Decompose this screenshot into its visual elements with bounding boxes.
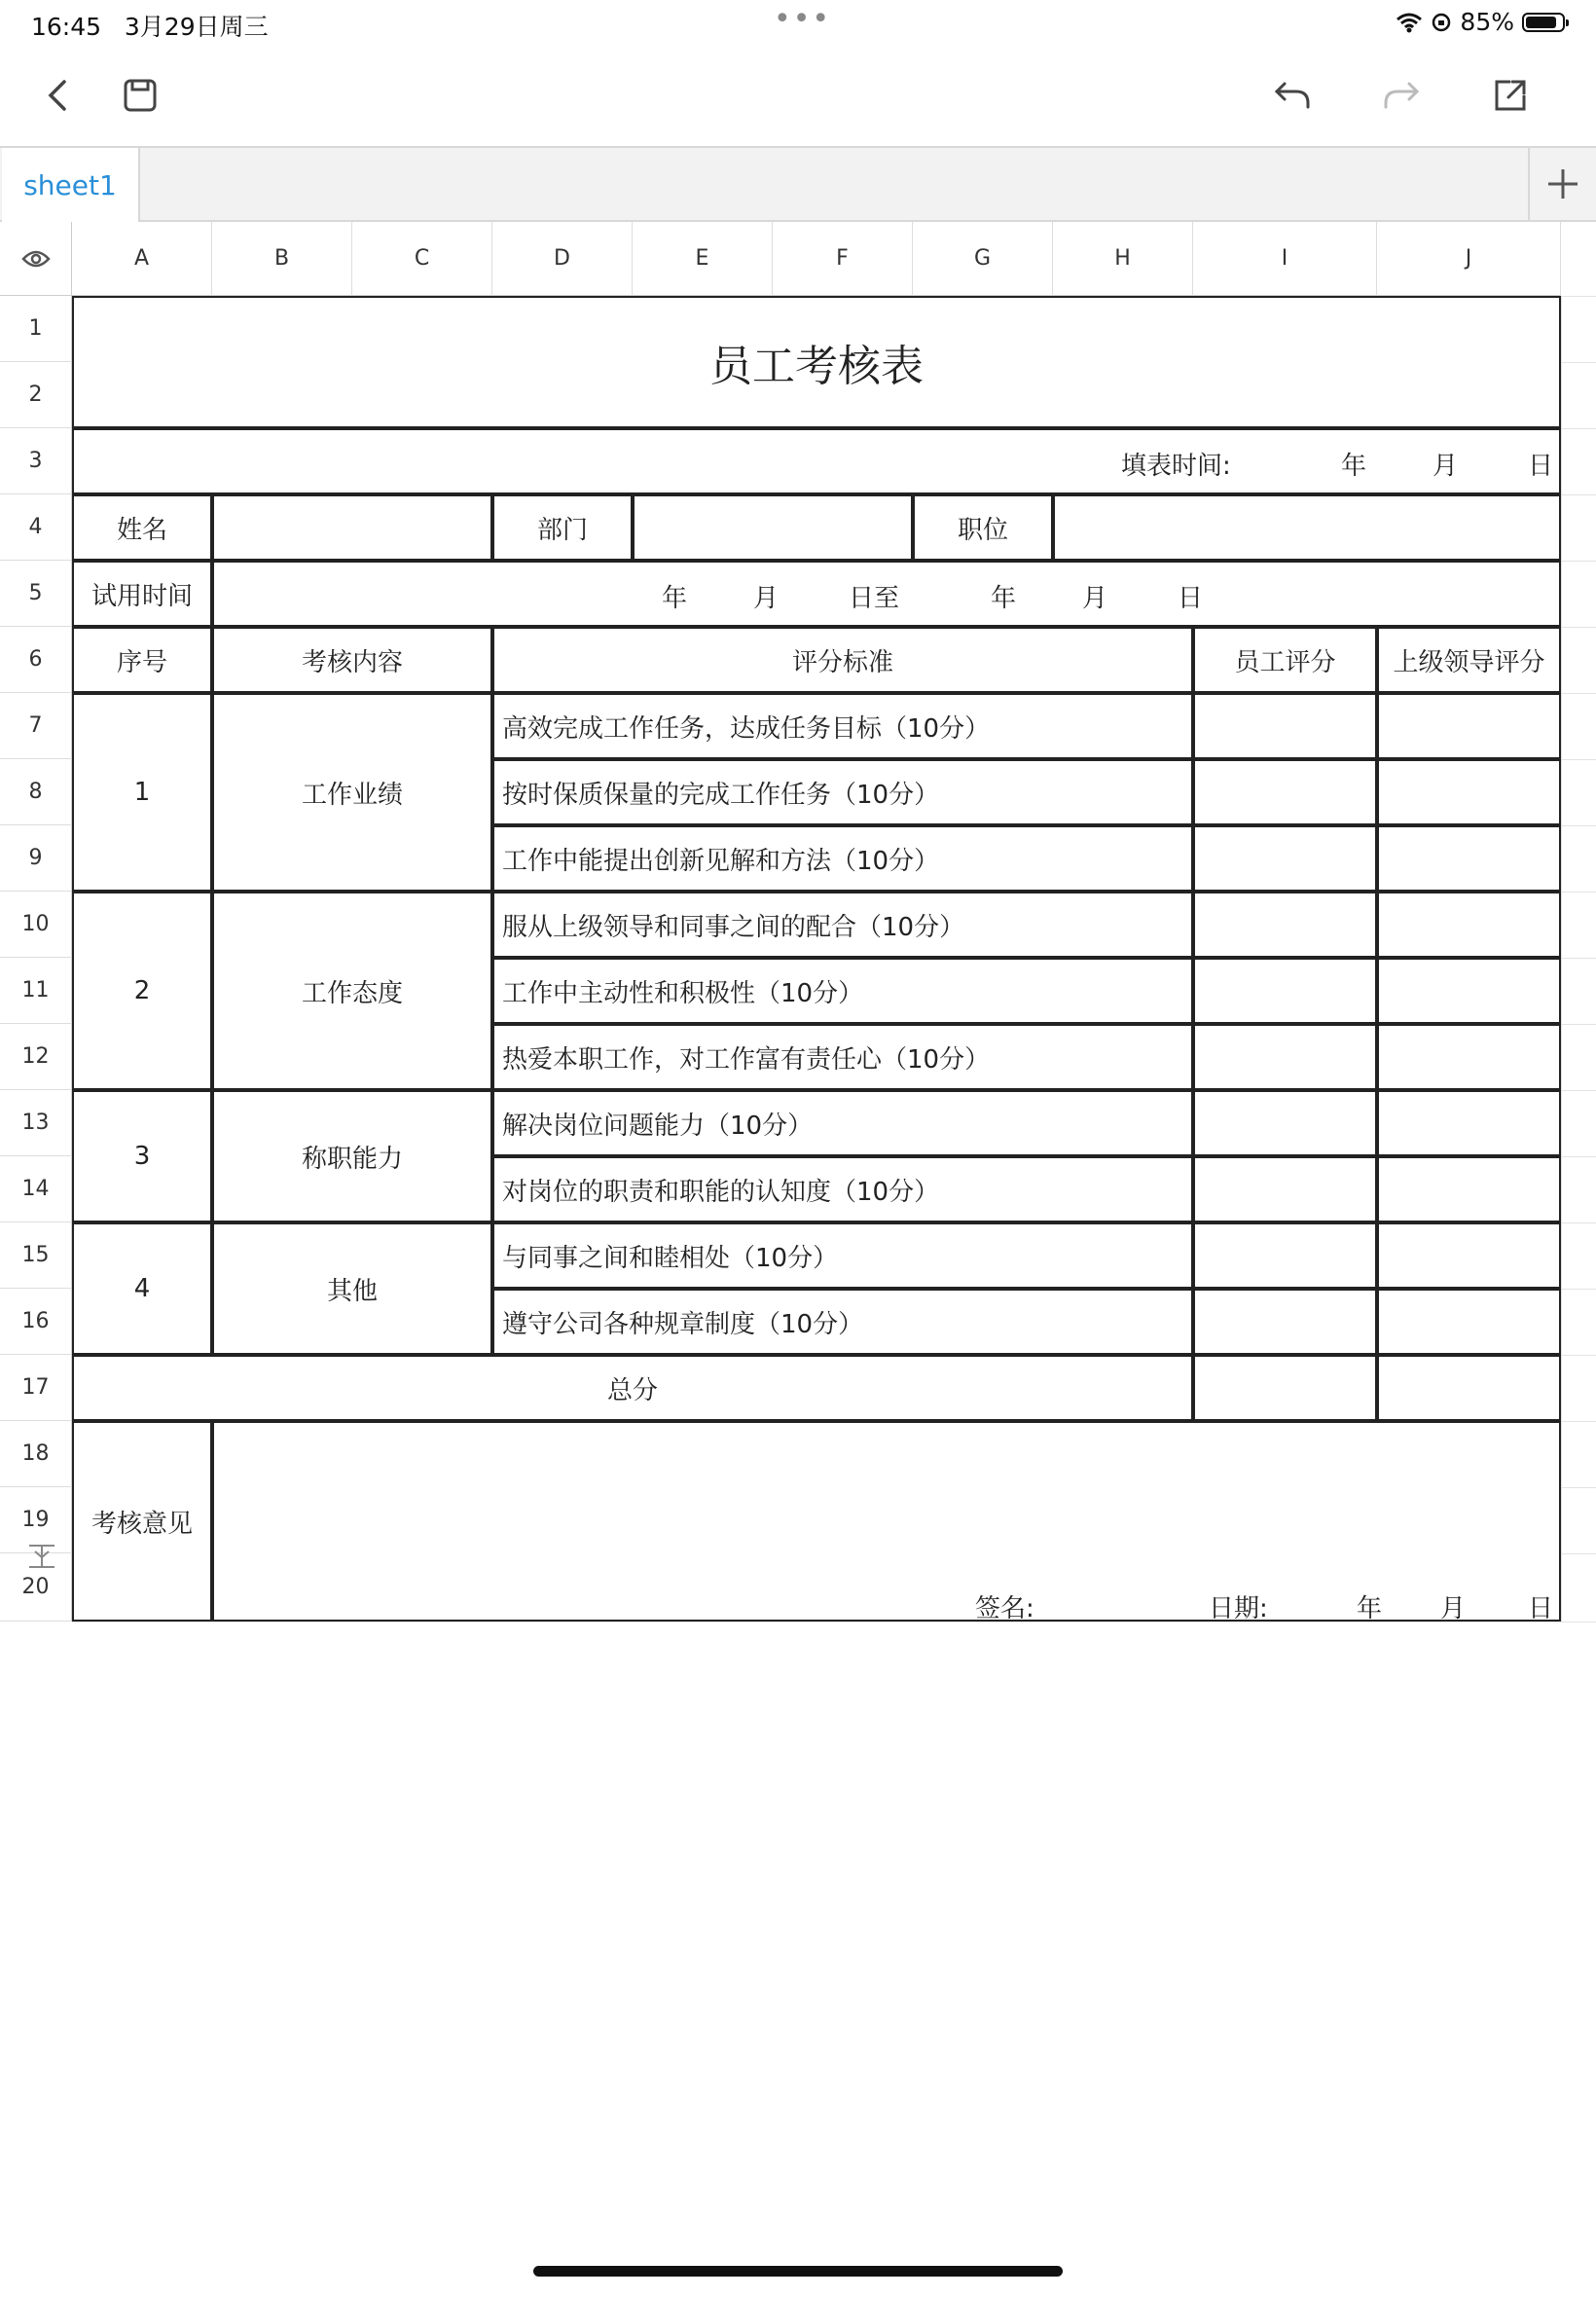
criteria-item[interactable]: 服从上级领导和同事之间的配合（10分） <box>492 892 1193 958</box>
leader-score-cell[interactable] <box>1377 1156 1561 1222</box>
grid-col-line <box>1561 296 1562 1622</box>
group-name[interactable]: 其他 <box>212 1222 492 1355</box>
criteria-item[interactable]: 热爱本职工作，对工作富有责任心（10分） <box>492 1024 1193 1090</box>
row-header-6[interactable]: 6 <box>0 627 72 693</box>
criteria-item[interactable]: 与同事之间和睦相处（10分） <box>492 1222 1193 1289</box>
column-header-g[interactable]: G <box>913 222 1053 296</box>
clock: 16:45 <box>31 13 102 41</box>
row-header-7[interactable]: 7 <box>0 693 72 759</box>
header-content[interactable]: 考核内容 <box>212 627 492 693</box>
self-score-cell[interactable] <box>1193 1289 1377 1355</box>
dept-value-cell[interactable] <box>633 494 913 561</box>
fill-time-day: 日 <box>1528 452 1554 481</box>
back-button[interactable] <box>27 64 90 127</box>
criteria-item[interactable]: 解决岗位问题能力（10分） <box>492 1090 1193 1156</box>
trial-label[interactable]: 试用时间 <box>72 561 212 627</box>
column-header-e[interactable]: E <box>633 222 773 296</box>
criteria-item[interactable]: 工作中主动性和积极性（10分） <box>492 958 1193 1024</box>
column-header-h[interactable]: H <box>1053 222 1193 296</box>
leader-score-cell[interactable] <box>1377 892 1561 958</box>
column-header-i[interactable]: I <box>1193 222 1377 296</box>
leader-score-cell[interactable] <box>1377 1090 1561 1156</box>
self-score-cell[interactable] <box>1193 1090 1377 1156</box>
leader-score-cell[interactable] <box>1377 958 1561 1024</box>
status-indicators <box>1396 8 1565 36</box>
date: 3月29日周三 <box>124 13 269 41</box>
header-no[interactable]: 序号 <box>72 627 212 693</box>
self-score-cell[interactable] <box>1193 1156 1377 1222</box>
redo-icon <box>1382 76 1421 115</box>
column-header-j[interactable]: J <box>1377 222 1561 296</box>
opinion-label[interactable]: 考核意见 <box>72 1421 212 1622</box>
share-button[interactable] <box>1479 64 1542 127</box>
sheet-tab-bar <box>0 146 1596 222</box>
plus-icon <box>1546 167 1579 201</box>
home-indicator[interactable] <box>533 2266 1063 2277</box>
trial-day-to: 日至 <box>849 584 900 613</box>
visibility-toggle[interactable] <box>0 222 72 296</box>
row-header-16[interactable]: 16 <box>0 1289 72 1355</box>
self-score-cell[interactable] <box>1193 825 1377 892</box>
column-header-c[interactable]: C <box>352 222 492 296</box>
fill-time-row[interactable] <box>72 428 1561 494</box>
chevron-left-icon <box>39 76 78 115</box>
row-header-14[interactable]: 14 <box>0 1156 72 1222</box>
group-name[interactable]: 称职能力 <box>212 1090 492 1222</box>
row-header-3[interactable]: 3 <box>0 428 72 494</box>
name-value-cell[interactable] <box>212 494 492 561</box>
leader-score-cell[interactable] <box>1377 1222 1561 1289</box>
name-label[interactable]: 姓名 <box>72 494 212 561</box>
dept-label[interactable]: 部门 <box>492 494 633 561</box>
wifi-icon <box>1396 12 1423 33</box>
self-score-cell[interactable] <box>1193 759 1377 825</box>
position-label[interactable]: 职位 <box>913 494 1053 561</box>
group-name[interactable]: 工作态度 <box>212 892 492 1090</box>
fill-time-label: 填表时间: <box>1121 452 1231 481</box>
trial-month-start: 月 <box>753 584 780 613</box>
self-score-cell[interactable] <box>1193 958 1377 1024</box>
self-score-cell[interactable] <box>1193 1222 1377 1289</box>
header-leader-score[interactable]: 上级领导评分 <box>1377 627 1561 693</box>
trial-month-end: 月 <box>1082 584 1108 613</box>
row-header-19[interactable]: 19 <box>0 1487 72 1553</box>
leader-score-cell[interactable] <box>1377 1289 1561 1355</box>
row-header-13[interactable]: 13 <box>0 1090 72 1156</box>
total-leader-score[interactable] <box>1377 1355 1561 1421</box>
leader-score-cell[interactable] <box>1377 825 1561 892</box>
column-header-f[interactable]: F <box>773 222 913 296</box>
row-header-8[interactable]: 8 <box>0 759 72 825</box>
column-header-a[interactable]: A <box>72 222 212 296</box>
date-label: 日期: <box>1209 1594 1268 1623</box>
row-header-5[interactable]: 5 <box>0 561 72 627</box>
self-score-cell[interactable] <box>1193 693 1377 759</box>
group-no[interactable]: 2 <box>72 892 212 1090</box>
criteria-item[interactable]: 对岗位的职责和职能的认知度（10分） <box>492 1156 1193 1222</box>
group-no[interactable]: 1 <box>72 693 212 892</box>
criteria-item[interactable]: 遵守公司各种规章制度（10分） <box>492 1289 1193 1355</box>
redo-button[interactable] <box>1370 64 1433 127</box>
sheet-tab[interactable]: sheet1 <box>2 148 140 222</box>
row-header-11[interactable]: 11 <box>0 958 72 1024</box>
date-month: 月 <box>1440 1594 1467 1623</box>
add-sheet-button[interactable] <box>1528 148 1596 220</box>
sign-label: 签名: <box>975 1594 1034 1623</box>
save-button[interactable] <box>109 64 171 127</box>
date-day: 日 <box>1528 1594 1554 1623</box>
group-name[interactable]: 工作业绩 <box>212 693 492 892</box>
row-header-2[interactable]: 2 <box>0 362 72 428</box>
criteria-item[interactable]: 高效完成工作任务，达成任务目标（10分） <box>492 693 1193 759</box>
battery-percent: 85% <box>1460 8 1514 36</box>
fill-time-year: 年 <box>1341 452 1367 481</box>
row-header-20[interactable]: 20 <box>0 1553 72 1622</box>
total-self-score[interactable] <box>1193 1355 1377 1421</box>
save-icon <box>121 76 160 115</box>
form-title[interactable]: 员工考核表 <box>72 296 1561 428</box>
leader-score-cell[interactable] <box>1377 693 1561 759</box>
date-year: 年 <box>1357 1594 1383 1623</box>
self-score-cell[interactable] <box>1193 1024 1377 1090</box>
row-header-15[interactable]: 15 <box>0 1222 72 1289</box>
row-header-18[interactable]: 18 <box>0 1421 72 1487</box>
position-value-cell[interactable] <box>1053 494 1561 561</box>
criteria-item[interactable]: 按时保质保量的完成工作任务（10分） <box>492 759 1193 825</box>
undo-icon <box>1273 76 1312 115</box>
self-score-cell[interactable] <box>1193 892 1377 958</box>
row-header-4[interactable]: 4 <box>0 494 72 561</box>
group-no[interactable]: 3 <box>72 1090 212 1222</box>
orientation-lock-icon <box>1431 12 1452 33</box>
battery-icon <box>1522 13 1565 32</box>
status-time <box>31 8 269 43</box>
total-label[interactable]: 总分 <box>72 1355 1193 1421</box>
header-self-score[interactable]: 员工评分 <box>1193 627 1377 693</box>
leader-score-cell[interactable] <box>1377 1024 1561 1090</box>
trial-year-start: 年 <box>662 584 688 613</box>
row-header-12[interactable]: 12 <box>0 1024 72 1090</box>
row-header-9[interactable]: 9 <box>0 825 72 892</box>
freeze-pane-handle[interactable] <box>25 1540 58 1577</box>
group-no[interactable]: 4 <box>72 1222 212 1355</box>
battery-fill <box>1526 17 1556 28</box>
share-icon <box>1491 76 1530 115</box>
multitask-dots[interactable]: ••• <box>774 2 832 36</box>
eye-icon <box>21 249 51 269</box>
header-criteria[interactable]: 评分标准 <box>492 627 1193 693</box>
column-header-b[interactable]: B <box>212 222 352 296</box>
row-header-10[interactable]: 10 <box>0 892 72 958</box>
trial-year-end: 年 <box>991 584 1017 613</box>
leader-score-cell[interactable] <box>1377 759 1561 825</box>
undo-button[interactable] <box>1261 64 1324 127</box>
column-header-d[interactable]: D <box>492 222 633 296</box>
fill-time-month: 月 <box>1433 452 1459 481</box>
freeze-handle-icon <box>25 1540 58 1573</box>
row-header-17[interactable]: 17 <box>0 1355 72 1421</box>
row-header-1[interactable]: 1 <box>0 296 72 362</box>
criteria-item[interactable]: 工作中能提出创新见解和方法（10分） <box>492 825 1193 892</box>
trial-day-end: 日 <box>1178 584 1204 613</box>
